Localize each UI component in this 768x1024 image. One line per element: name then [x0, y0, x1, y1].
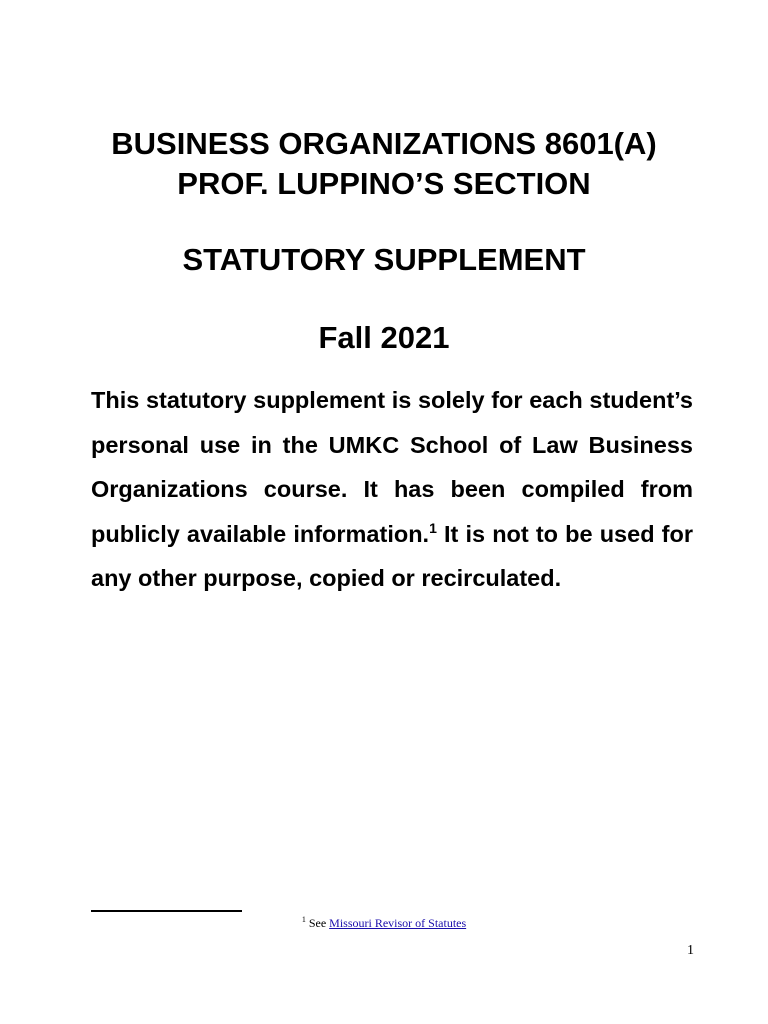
supplement-title: STATUTORY SUPPLEMENT [182, 242, 586, 277]
missouri-revisor-link[interactable]: Missouri Revisor of Statutes [329, 916, 467, 930]
footnote-reference[interactable]: 1 [429, 519, 437, 536]
footnote-marker: 1 [301, 915, 306, 924]
paragraph-text-part-2: It is not to be used for any other purpose, copied or recirculated. [91, 520, 693, 592]
footnote-prefix: See [305, 916, 330, 930]
page-number: 1 [687, 943, 694, 958]
course-title: BUSINESS ORGANIZATIONS 8601(A) [111, 126, 657, 161]
footnote-separator [91, 910, 242, 912]
paragraph-text-part-1: This statutory supplement is solely for each student’s personal use in the UMKC School of Law Business Organizations course. It has been compiled from publicly available information. [91, 387, 693, 547]
footnote [0, 914, 768, 932]
section-title: PROF. LUPPINO’S SECTION [177, 166, 591, 201]
usage-notice-paragraph [91, 378, 693, 601]
term-title: Fall 2021 [318, 320, 450, 355]
